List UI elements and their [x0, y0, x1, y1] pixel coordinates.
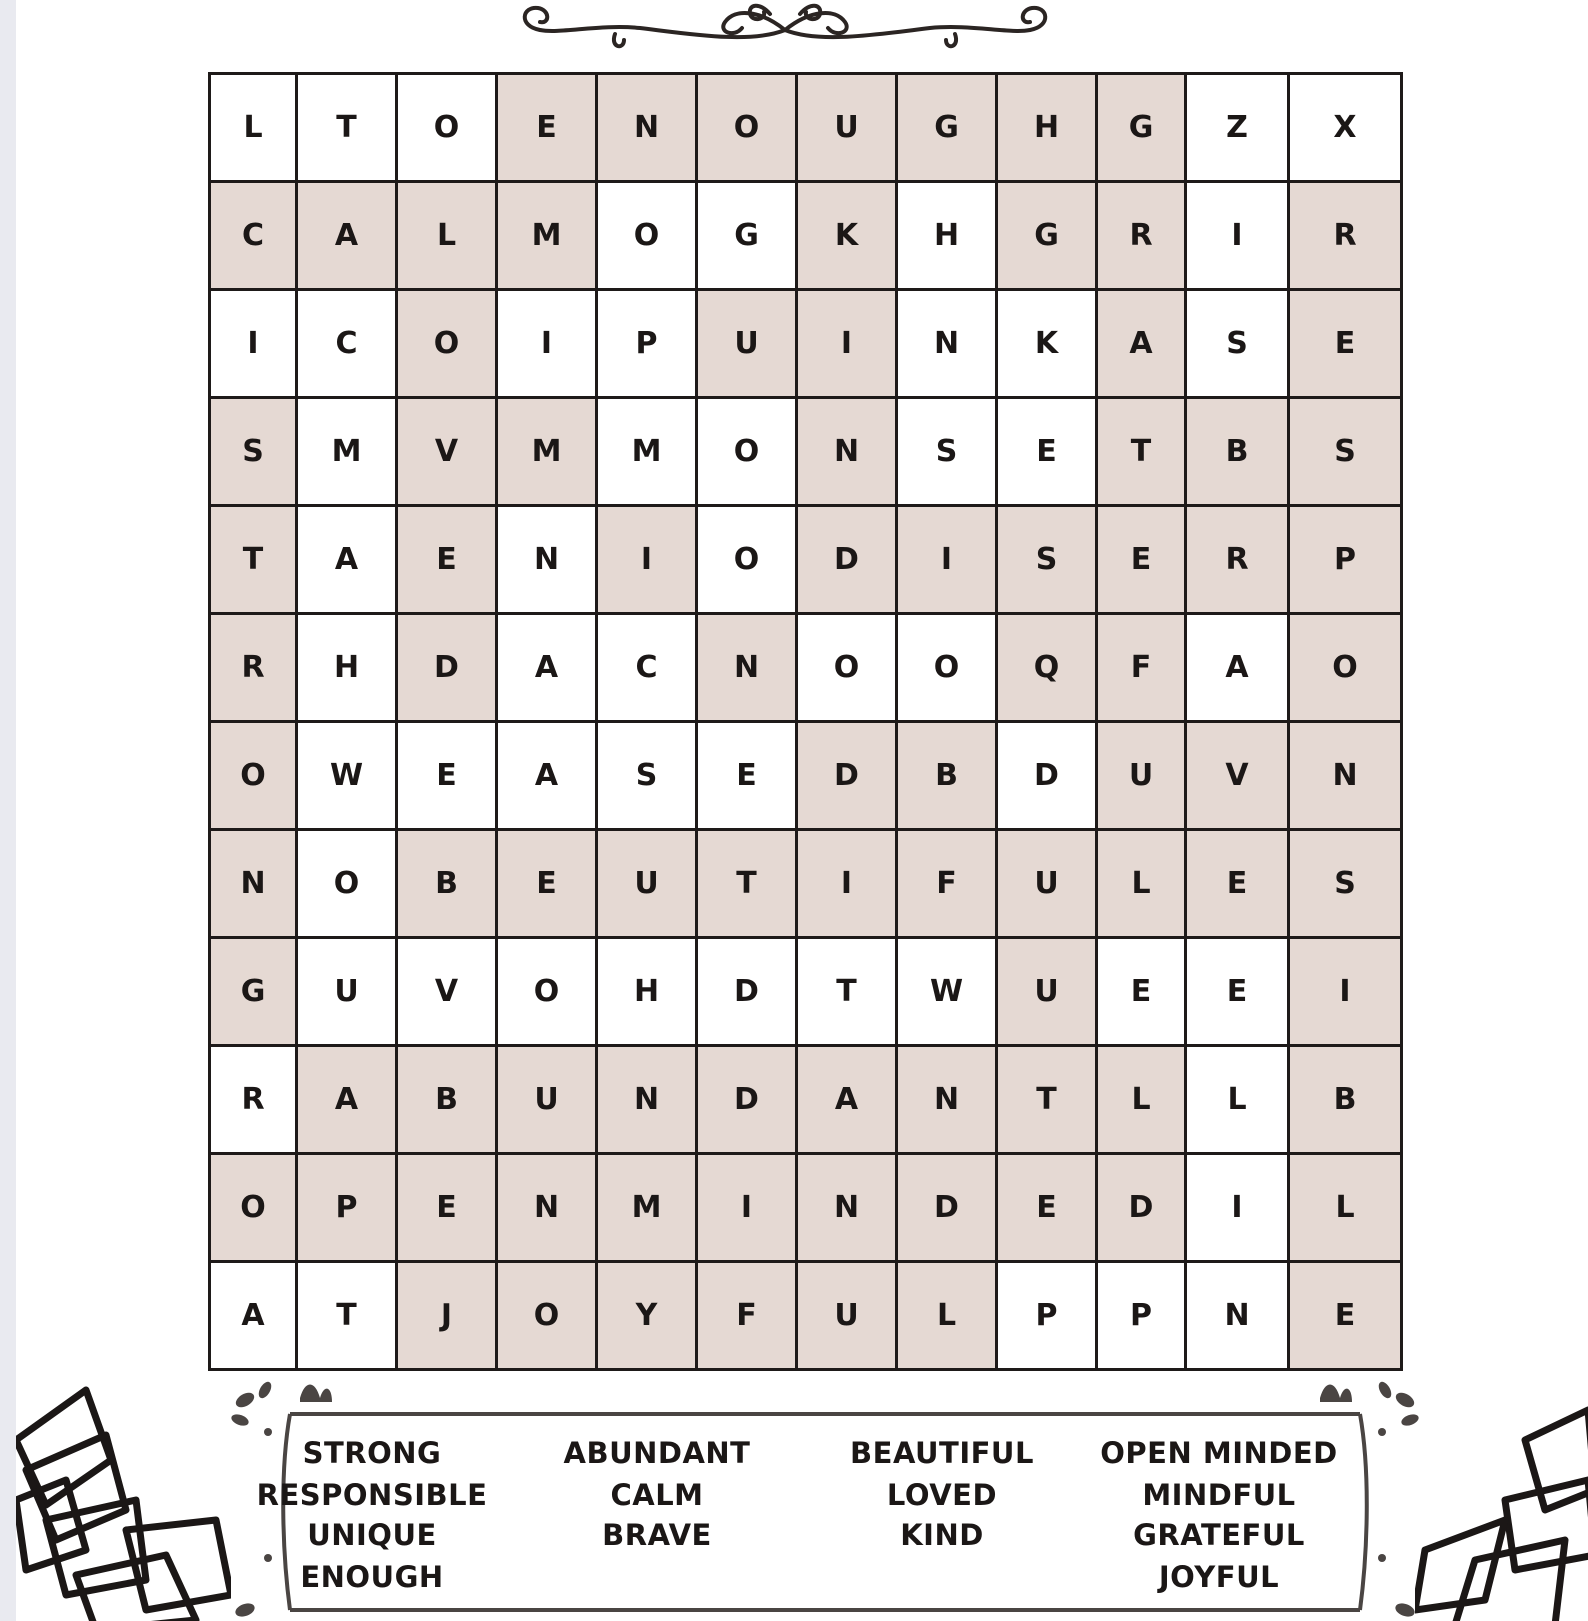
grid-cell[interactable]: E	[998, 399, 1095, 504]
grid-cell[interactable]: N	[898, 291, 995, 396]
word-list-item: STRONG	[302, 1436, 442, 1470]
grid-cell[interactable]: N	[498, 507, 595, 612]
grid-cell[interactable]: E	[398, 507, 495, 612]
grid-cell[interactable]: L	[898, 1263, 995, 1368]
grid-cell[interactable]: T	[298, 1263, 395, 1368]
grid-cell[interactable]: R	[1290, 183, 1400, 288]
grid-cell[interactable]: A	[498, 615, 595, 720]
grid-cell[interactable]: A	[1187, 615, 1287, 720]
grid-cell[interactable]: U	[498, 1047, 595, 1152]
grid-cell[interactable]: C	[298, 291, 395, 396]
grid-cell[interactable]: O	[898, 615, 995, 720]
word-search-grid	[208, 72, 1403, 1371]
word-list-item: OPEN MINDED	[1100, 1436, 1338, 1470]
word-list-item: GRATEFUL	[1133, 1518, 1305, 1552]
grid-cell[interactable]: F	[898, 831, 995, 936]
grid-cell[interactable]: T	[798, 939, 895, 1044]
grid-cell[interactable]: I	[798, 291, 895, 396]
grid-cell[interactable]: S	[1290, 399, 1400, 504]
grid-cell[interactable]: D	[698, 1047, 795, 1152]
grid-cell[interactable]: F	[1098, 615, 1184, 720]
grid-cell[interactable]: D	[798, 507, 895, 612]
grid-cell[interactable]: N	[1187, 1263, 1287, 1368]
word-list-item: UNIQUE	[307, 1518, 437, 1552]
grid-cell[interactable]: T	[998, 1047, 1095, 1152]
grid-cell[interactable]: S	[1187, 291, 1287, 396]
grid-cell[interactable]: U	[698, 291, 795, 396]
scroll-flourish-icon	[520, 0, 1050, 56]
grid-cell[interactable]: N	[498, 1155, 595, 1260]
grid-cell[interactable]: L	[1187, 1047, 1287, 1152]
grid-cell[interactable]: H	[598, 939, 695, 1044]
grid-cell[interactable]: V	[398, 939, 495, 1044]
grid-cell[interactable]: G	[898, 75, 995, 180]
mandala-flower-icon	[16, 1380, 231, 1621]
grid-cell[interactable]: O	[211, 723, 295, 828]
grid-cell[interactable]: J	[398, 1263, 495, 1368]
grid-cell[interactable]: K	[798, 183, 895, 288]
grid-cell[interactable]: A	[298, 183, 395, 288]
grid-cell[interactable]: I	[898, 507, 995, 612]
mandala-flower-icon	[1415, 1380, 1588, 1621]
grid-cell[interactable]: Y	[598, 1263, 695, 1368]
grid-cell[interactable]: D	[798, 723, 895, 828]
grid-cell[interactable]: T	[1098, 399, 1184, 504]
grid-cell[interactable]: O	[698, 507, 795, 612]
grid-cell[interactable]: A	[798, 1047, 895, 1152]
grid-cell[interactable]: B	[398, 1047, 495, 1152]
grid-cell[interactable]: U	[798, 75, 895, 180]
grid-cell[interactable]: N	[598, 75, 695, 180]
grid-cell[interactable]: M	[498, 183, 595, 288]
grid-cell[interactable]: M	[498, 399, 595, 504]
grid-cell[interactable]: N	[798, 399, 895, 504]
grid-cell[interactable]: R	[1098, 183, 1184, 288]
word-list-item: BEAUTIFUL	[850, 1436, 1034, 1470]
word-list-item: KIND	[900, 1518, 984, 1552]
grid-cell[interactable]: Q	[998, 615, 1095, 720]
grid-cell[interactable]: P	[598, 291, 695, 396]
grid-cell[interactable]: H	[298, 615, 395, 720]
grid-cell[interactable]: X	[1290, 75, 1400, 180]
grid-cell[interactable]: G	[698, 183, 795, 288]
grid-cell[interactable]: E	[1187, 831, 1287, 936]
grid-cell[interactable]: D	[898, 1155, 995, 1260]
grid-cell[interactable]: O	[498, 1263, 595, 1368]
grid-cell[interactable]: N	[1290, 723, 1400, 828]
grid-cell[interactable]: S	[598, 723, 695, 828]
page-edge	[0, 0, 16, 1621]
grid-cell[interactable]: S	[1290, 831, 1400, 936]
grid-cell[interactable]: O	[211, 1155, 295, 1260]
grid-cell[interactable]: D	[998, 723, 1095, 828]
grid-cell[interactable]: I	[698, 1155, 795, 1260]
grid-cell[interactable]: S	[211, 399, 295, 504]
grid-cell[interactable]: T	[698, 831, 795, 936]
grid-cell[interactable]: A	[211, 1263, 295, 1368]
grid-cell[interactable]: E	[398, 723, 495, 828]
grid-cell[interactable]: E	[1290, 1263, 1400, 1368]
grid-cell[interactable]: R	[1187, 507, 1287, 612]
grid-cell[interactable]: N	[898, 1047, 995, 1152]
grid-cell[interactable]: E	[498, 831, 595, 936]
grid-cell[interactable]: E	[398, 1155, 495, 1260]
grid-cell[interactable]: E	[1098, 507, 1184, 612]
grid-cell[interactable]: L	[211, 75, 295, 180]
grid-cell[interactable]: A	[1098, 291, 1184, 396]
grid-cell[interactable]: D	[698, 939, 795, 1044]
word-list-item: JOYFUL	[1158, 1560, 1280, 1594]
grid-cell[interactable]: P	[1290, 507, 1400, 612]
grid-cell[interactable]: O	[298, 831, 395, 936]
grid-cell[interactable]: A	[498, 723, 595, 828]
grid-cell[interactable]: B	[1187, 399, 1287, 504]
grid-cell[interactable]: E	[1290, 291, 1400, 396]
grid-cell[interactable]: R	[211, 615, 295, 720]
grid-cell[interactable]: V	[1187, 723, 1287, 828]
grid-cell[interactable]: R	[211, 1047, 295, 1152]
grid-cell[interactable]: G	[998, 183, 1095, 288]
grid-cell[interactable]: U	[1098, 723, 1184, 828]
grid-cell[interactable]: D	[1098, 1155, 1184, 1260]
word-list-item: MINDFUL	[1142, 1478, 1296, 1512]
grid-cell[interactable]: I	[211, 291, 295, 396]
grid-cell[interactable]: I	[1290, 939, 1400, 1044]
grid-cell[interactable]: N	[798, 1155, 895, 1260]
grid-cell[interactable]: H	[998, 75, 1095, 180]
grid-cell[interactable]: E	[1098, 939, 1184, 1044]
grid-cell[interactable]: M	[598, 399, 695, 504]
word-list-item: BRAVE	[602, 1518, 712, 1552]
grid-cell[interactable]: K	[998, 291, 1095, 396]
grid-cell[interactable]: O	[698, 399, 795, 504]
grid-cell[interactable]: B	[398, 831, 495, 936]
grid-cell[interactable]: F	[698, 1263, 795, 1368]
grid-cell[interactable]: U	[598, 831, 695, 936]
grid-cell[interactable]: B	[1290, 1047, 1400, 1152]
word-list-item: ABUNDANT	[563, 1436, 751, 1470]
grid-cell[interactable]: S	[898, 399, 995, 504]
grid-cell[interactable]: O	[1290, 615, 1400, 720]
grid-cell[interactable]: A	[298, 507, 395, 612]
word-list-item: RESPONSIBLE	[256, 1478, 488, 1512]
grid-cell[interactable]: B	[898, 723, 995, 828]
grid-cell[interactable]: N	[698, 615, 795, 720]
grid-cell[interactable]: U	[998, 939, 1095, 1044]
grid-cell[interactable]: L	[1290, 1155, 1400, 1260]
grid-cell[interactable]: I	[598, 507, 695, 612]
grid-cell[interactable]: V	[398, 399, 495, 504]
grid-cell[interactable]: L	[1098, 831, 1184, 936]
grid-cell[interactable]: P	[298, 1155, 395, 1260]
grid-cell[interactable]: O	[798, 615, 895, 720]
grid-cell[interactable]: E	[698, 723, 795, 828]
grid-cell[interactable]: U	[298, 939, 395, 1044]
grid-cell[interactable]: W	[898, 939, 995, 1044]
grid-cell[interactable]: E	[1187, 939, 1287, 1044]
grid-cell[interactable]: L	[398, 183, 495, 288]
grid-cell[interactable]: T	[211, 507, 295, 612]
grid-cell[interactable]: G	[211, 939, 295, 1044]
grid-cell[interactable]: O	[498, 939, 595, 1044]
grid-cell[interactable]: W	[298, 723, 395, 828]
grid-cell[interactable]: N	[598, 1047, 695, 1152]
grid-cell[interactable]: U	[798, 1263, 895, 1368]
grid-cell[interactable]: N	[211, 831, 295, 936]
grid-cell[interactable]: S	[998, 507, 1095, 612]
grid-cell[interactable]: O	[598, 183, 695, 288]
word-list-item: LOVED	[886, 1478, 998, 1512]
grid-cell[interactable]: L	[1098, 1047, 1184, 1152]
grid-cell[interactable]: C	[598, 615, 695, 720]
grid-cell[interactable]: D	[398, 615, 495, 720]
grid-cell[interactable]: E	[998, 1155, 1095, 1260]
grid-cell[interactable]: U	[998, 831, 1095, 936]
grid-cell[interactable]: I	[498, 291, 595, 396]
grid-cell[interactable]: M	[298, 399, 395, 504]
grid-cell[interactable]: P	[998, 1263, 1095, 1368]
grid-cell[interactable]: T	[298, 75, 395, 180]
word-list-item: CALM	[610, 1478, 704, 1512]
grid-cell[interactable]: G	[1098, 75, 1184, 180]
grid-cell[interactable]: I	[798, 831, 895, 936]
grid-cell[interactable]: O	[398, 291, 495, 396]
word-list-item: ENOUGH	[300, 1560, 444, 1594]
grid-cell[interactable]: E	[498, 75, 595, 180]
grid-cell[interactable]: Z	[1187, 75, 1287, 180]
grid-cell[interactable]: M	[598, 1155, 695, 1260]
grid-cell[interactable]: H	[898, 183, 995, 288]
grid-cell[interactable]: P	[1098, 1263, 1184, 1368]
grid-cell[interactable]: C	[211, 183, 295, 288]
grid-cell[interactable]: I	[1187, 1155, 1287, 1260]
grid-cell[interactable]: O	[698, 75, 795, 180]
grid-cell[interactable]: A	[298, 1047, 395, 1152]
grid-cell[interactable]: O	[398, 75, 495, 180]
grid-cell[interactable]: I	[1187, 183, 1287, 288]
